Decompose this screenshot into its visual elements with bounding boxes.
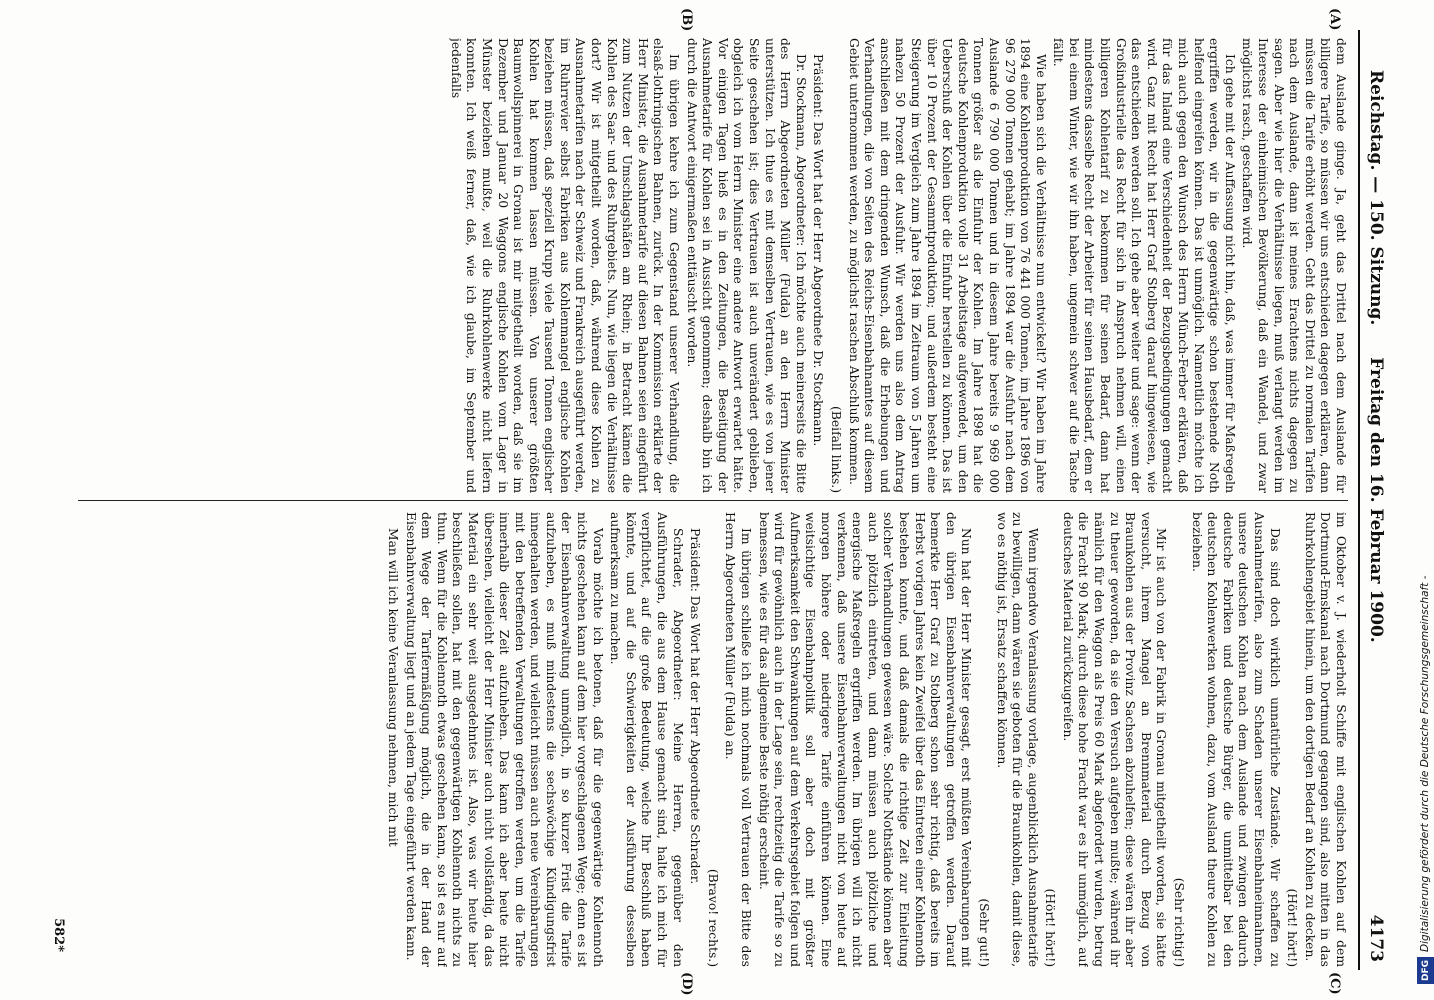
margin-mark-c: (C) — [1327, 972, 1342, 995]
paragraph: Wie haben sich die Verhältnisse nun entwickelt? Wir haben im Jahre 1894 eine Kohlenproduktion von 76 441 000 Tonnen, im Jahre 1896 von 96 279 000 Tonnen gehabt; im Jahre 1894 war die Ausfuhr nach dem Auslande 6 790 000 Tonnen und in diesem Jahre bereits 9 969 000 Tonnen größer als die Einfuhr der Kohlen. Im Jahre 1898 hat die deutsche Kohlenproduktion volle 31 Arbeitstage aufgewendet, um den Ueberschuß der Kohlen über die Einfuhr herstellen zu können. Das ist über 10 Prozent der Gesammtproduktion; und außerdem besteht eine Steigerung im Vergleich zum Jahre 1894 im Zeitraum von 5 Jahren um nahezu 50 Prozent der Ausfuhr. Wir werden uns also dem Antrag anschließen mit dem dringenden Wunsch, daß die Erhebungen und Verhandlungen, die von Seiten des Reichs-Eisenbahnamtes auf diesem Gebiet unternommen werden, zu möglichst raschen Abschluß kommen. — [846, 38, 1048, 493]
interjection: (Sehr richtig!) — [1172, 877, 1187, 967]
dfg-logo-icon: DFG — [1417, 957, 1434, 984]
interjection: (Hört! hört!) — [1043, 888, 1058, 967]
paragraph: Man will ich keine Veranlassung nehmen, mich mit — [385, 528, 400, 847]
right-column — [78, 512, 1348, 967]
paragraph: Nun hat der Herr Minister gesagt, erst müßten Vereinbarungen mit den übrigen Eisenbahnverwaltungen getroffen werden. Darauf bemerkte Herr Graf zu Stolberg schon sehr richtig, daß bereits im Herbst vorigen Jahres kein Zweifel über das Eintreten einer Kohlennoth bestehen konnte, und daß damals die richtige Zeit zur Einleitung solcher Verhandlungen gewesen wäre. Solche Nothstände können aber auch plötzlich eintreten, und dann müssen auch plötzliche und energische Maßregeln ergriffen werden. Im übrigen will ich nicht verkennen, daß unsere Eisenbahnverwaltungen nicht von heute auf morgen höhere oder niedrigere Tarife einführen können. Eine weitsichtige Eisenbahnpolitik soll aber doch mit größter Aufmerksamkeit den Schwankungen auf dem Verkehrsgebiet folgen und wird für gewöhnlich auch in der Lage sein, rechtzeitig die Tarife so zu bemessen, wie es für das allgemeine Beste nöthig erscheint. — [756, 512, 974, 967]
paragraph: Vorab möchte ich betonen, daß für die gegenwärtige Kohlennoth nichts geschehen kann auf dem hier vorgeschlagenen Wege; denn es ist der Eisenbahnverwaltung unmöglich, in so kurzer Frist die Tarife aufzuheben, es muß mindestens die sechswöchige Kündigungsfrist innegehalten werden, und vielleicht müssen auch neue Vereinbarungen mit den betreffenden Verwaltungen getroffen werden, um die Tarife innerhalb dieser Zeit aufzuheben. Das kann ich aber heute nicht übersehen, vielleicht der Herr Minister auch nicht vollständig, da das Material ein sehr weit ausgedehntes ist. Also, was wir heute hier beschließen sollen, hat mit den gegenwärtigen Kohlennoth nichts zu thun. Wenn für die Kohlennoth etwas geschehen kann, so ist es nur auf dem Wege der Tarifermäßigung möglich, die in der Hand der Eisenbahnverwaltung liegt und an jedem Tage eingeführt werden kann. — [403, 512, 605, 967]
interjection: (Bravo! rechts.) — [705, 868, 720, 967]
header-page-number: 4173 — [1366, 914, 1386, 962]
interjection: (Beifall links.) — [829, 406, 843, 493]
header-session: Reichstag. — 150. Sitzung. — [1366, 70, 1386, 326]
margin-mark-d: (D) — [679, 972, 694, 996]
digitization-credit — [1416, 0, 1434, 1000]
paragraph: im Oktober v. J. wiederholt Schiffe mit englischen Kohlen auf dem Dortmund-Emskanal nach Dortmund gegangen sind, also mitten in das Ruhrkohlengebiet hinein, um den dortigen Bedarf an Kohlen zu decken. — [1302, 512, 1348, 967]
paragraph: Mir ist auch von der Fabrik in Gronau mitgetheilt worden, sie hätte versucht, ihrem Mangel an Brennmaterial durch Bezug von Braunkohlen aus der Provinz Sachsen abzuhelfen; diese wären ihr aber zu theuer geworden, da sie den Versuch aufgeben mußte; während ihr nämlich für den Waggon als Preis 60 Mark abgefordert wurden, betrug die Fracht 90 Mark; durch diese hohe Fracht war es ihr unmöglich, auf deutsches Material zurückzugreifen. — [1060, 512, 1169, 967]
paragraph: Das sind doch wirklich unnatürliche Zustände. Wir schaffen zu Ausnahmetarifen, also zum Schaden unserer Eisenbahneinnahmen, unsere deutschen Kohlen nach dem Auslande und zwingen dadurch deutsche Fabriken und deutsche Bürger, die unmittelbar bei den deutschen Kohlenwerken wohnen, dazu, vom Ausland theure Kohlen zu beziehen. — [1189, 512, 1282, 967]
paragraph: dem Auslande ginge. Ja, geht das Drittel nach dem Auslande für billigere Tarife, so müssen wir uns entschieden dagegen erklären, dann müssen die Tarife erhöht werden. Geht das Drittel zu normalen Tarifen nach dem Auslande, dann ist meines Erachtens nichts dagegen zu sagen. Aber wie hier die Verhältnisse liegen, muß verlangt werden im Interesse der einheimischen Bevölkerung, daß ein Wandel, und zwar möglichst rasch, geschaffen wird. — [1240, 38, 1348, 493]
column-divider — [78, 500, 1348, 501]
margin-mark-b: (B) — [679, 8, 694, 32]
paragraph: Ich gehe mit der Auffassung nicht hin, daß, was immer für Maßregeln ergriffen werden, wir in die gegenwärtige schon bestehende Noth helfend eingreifen können. Das ist unmöglich. Namentlich möchte ich mich auch gegen den Wunsch des Herrn Münch-Ferber erklären, daß für das Inland eine Verschiedenheit der Bezugsbedingungen gemacht wird. Ganz mit Recht hat Herr Graf Stolberg darauf hingewiesen, wie das entschieden werden soll. Ich gehe aber weiter und sage: wenn der Großindustrielle das Recht für sich in Anspruch nehmen will, einen billigeren Kohlentarif zu bekommen für seinen Bedarf, dann hat mindestens dasselbe Recht der Arbeiter für seinen Hausbedarf, dem er bei einem Winter, wie wir ihn haben, ungemein schwer auf die Tasche fällt. — [1051, 38, 1237, 493]
paragraph: Im übrigen kehre ich zum Gegenstand unserer Verhandlung, die elsaß-lothringischen Bahnen, zurück. In der Kommission erklärte der Herr Minister, die Ausnahmetarife auf diesen Bahnen seien eingeführt zum Nutzen der Umschlagshäfen am Rhein; in Betracht kämen die Kohlen des Saar- und des Ruhrgebiets. Nun, wie liegen die Verhältnisse dort? Wir ist mitgetheilt worden, daß, während diese Kohlen zu Ausnahmetarifen nach der Schweiz und Frankreich ausgeführt werden, im Ruhrrevier selbst Fabriken aus Kohlenmangel englische Kohlen beziehen müssen, daß speziell Krupp viele Tausend Tonnen englischer Kohlen hat kommen lassen müssen. Von unserer größten Baumwollspinnerei in Gronau ist mir mitgetheilt worden, daß sie im Dezember und Januar 20 Waggons englische Kohlen vom Lager in Münster beziehen mußte, weil die Ruhrkohlenwerke nicht liefern konnten. Ich weiß ferner, daß, wie ich glaube, im September und jedenfalls — [448, 38, 682, 493]
credit-line: Digitalisierung gefördert durch die Deutsche Forschungsgemeinschaft - — [1419, 575, 1431, 952]
speaker-paragraph: Schrader, Abgeordneter: Meine Herren, gegenüber den Ausführungen, die aus dem Hause gemacht sind, halte ich mich für verpflichtet, auf die große Bedeutung, welche Ihr Beschluß haben könnte, und auf die Schwierigkeiten der Ausführung desselben aufmerksam zu machen. — [608, 512, 685, 967]
speaker-paragraph: Dr. Stockmann, Abgeordneter: Ich möchte auch meinerseits die Bitte des Herrn Abgeordneten Müller (Fulda) an den Herrn Minister unterstützen. Ich thue es mit demselben Vertrauen, wie es von jener Seite geschehen ist; dies Vertrauen ist auch unverändert geblieben, obgleich ich vom Herrn Minister eine andere Antwort erwartet hätte. Vor einigen Tagen hieß es in den Zeitungen, die Beseitigung der Ausnahmetarife für Kohlen sei in Aussicht genommen; deshalb bin ich durch die Antwort einigermaßen enttäuscht worden. — [684, 38, 808, 493]
left-column — [78, 38, 1348, 493]
speaker-paragraph: Präsident: Das Wort hat der Herr Abgeordnete Schrader. — [688, 528, 703, 885]
speaker-paragraph: Präsident: Das Wort hat der Herr Abgeordnete Dr. Stockmann. — [811, 54, 826, 447]
sheet-signature: 582* — [51, 918, 66, 952]
margin-mark-a: (A) — [1327, 8, 1342, 31]
paragraph: Im übrigen schließe ich mich nochmals voll Vertrauen der Bitte des Herrn Abgeordneten Müller (Fulda) an. — [723, 512, 754, 967]
header-date: Freitag den 16. Februar 1900. — [1366, 357, 1386, 643]
digitization-credit-text — [1416, 0, 1434, 990]
interjection: (Sehr gut!) — [976, 898, 991, 967]
interjection: (Hört! hört!) — [1285, 888, 1300, 967]
page-header — [1358, 30, 1390, 970]
paragraph: Wenn irgendwo Veranlassung vorlage, augenblicklich Ausnahmetarife zu bewilligen, dann wären sie geboten für die Braunkohlen, damit diese, wo es nöthig ist, Ersatz schaffen können. — [994, 512, 1040, 967]
